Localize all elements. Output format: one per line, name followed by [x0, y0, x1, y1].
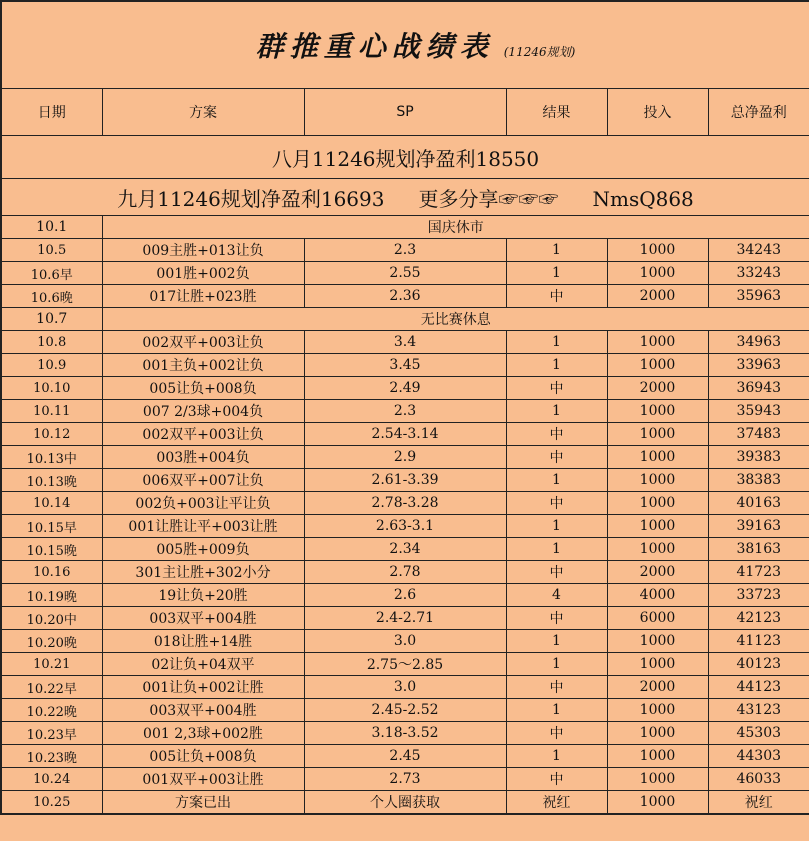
table-row: [1, 768, 809, 791]
table-row: [1, 377, 809, 400]
row-date: 10.16: [1, 561, 102, 584]
row-date: 10.8: [1, 331, 102, 354]
page-title: 群推重心战绩表: [255, 30, 494, 63]
september-summary: 九月11246规划净盈利16693: [117, 186, 385, 211]
table-row: [1, 791, 809, 815]
row-profit: 祝红: [708, 791, 809, 815]
row-stake: 1000: [607, 745, 708, 768]
row-sp: 2.78-3.28: [304, 492, 506, 515]
row-result: 中: [506, 561, 607, 584]
table-row: [1, 630, 809, 653]
row-plan: 002双平+003让负: [102, 423, 304, 446]
row-result: 1: [506, 699, 607, 722]
table-row: [1, 423, 809, 446]
row-date: 10.5: [1, 239, 102, 262]
row-stake: 1000: [607, 515, 708, 538]
row-sp: 2.54-3.14: [304, 423, 506, 446]
row-stake: 1000: [607, 791, 708, 815]
row-stake: 1000: [607, 239, 708, 262]
row-sp: 2.34: [304, 538, 506, 561]
row-stake: 2000: [607, 377, 708, 400]
header-date: 日期: [1, 89, 102, 136]
row-stake: 1000: [607, 768, 708, 791]
row-profit: 45303: [708, 722, 809, 745]
table-row: [1, 446, 809, 469]
row-profit: 33963: [708, 354, 809, 377]
row-result: 1: [506, 745, 607, 768]
row-date: 10.20晚: [1, 630, 102, 653]
row-result: 祝红: [506, 791, 607, 815]
row-note: 国庆休市: [102, 216, 809, 239]
september-summary-row: [1, 179, 809, 216]
table-row: [1, 331, 809, 354]
row-date: 10.22晚: [1, 699, 102, 722]
row-sp: 3.45: [304, 354, 506, 377]
row-sp: 2.45-2.52: [304, 699, 506, 722]
row-stake: 1000: [607, 331, 708, 354]
row-sp: 2.3: [304, 400, 506, 423]
header-result: 结果: [506, 89, 607, 136]
row-profit: 40123: [708, 653, 809, 676]
row-plan: 003胜+004负: [102, 446, 304, 469]
table-row: [1, 584, 809, 607]
row-result: 中: [506, 377, 607, 400]
row-profit: 34963: [708, 331, 809, 354]
row-sp: 2.9: [304, 446, 506, 469]
row-sp: 2.73: [304, 768, 506, 791]
row-plan: 005胜+009负: [102, 538, 304, 561]
row-plan: 002负+003让平让负: [102, 492, 304, 515]
row-result: 1: [506, 354, 607, 377]
table-row-notice: [1, 216, 809, 239]
row-plan: 301主让胜+302小分: [102, 561, 304, 584]
table-row: [1, 722, 809, 745]
row-sp: 2.75～2.85: [304, 653, 506, 676]
row-date: 10.10: [1, 377, 102, 400]
row-sp: 2.4-2.71: [304, 607, 506, 630]
row-profit: 46033: [708, 768, 809, 791]
row-stake: 2000: [607, 561, 708, 584]
row-result: 1: [506, 469, 607, 492]
row-stake: 2000: [607, 285, 708, 308]
page-subtitle: (11246规划): [503, 45, 576, 59]
row-sp: 个人圈获取: [304, 791, 506, 815]
header-sp: SP: [304, 89, 506, 136]
row-plan: 003双平+004胜: [102, 607, 304, 630]
row-date: 10.23晚: [1, 745, 102, 768]
row-result: 1: [506, 262, 607, 285]
row-sp: 2.3: [304, 239, 506, 262]
row-plan: 02让负+04双平: [102, 653, 304, 676]
row-stake: 6000: [607, 607, 708, 630]
row-stake: 1000: [607, 354, 708, 377]
row-sp: 3.4: [304, 331, 506, 354]
row-plan: 006双平+007让负: [102, 469, 304, 492]
header-profit: 总净盈利: [708, 89, 809, 136]
row-date: 10.13晚: [1, 469, 102, 492]
row-result: 1: [506, 331, 607, 354]
row-sp: 2.36: [304, 285, 506, 308]
row-date: 10.13中: [1, 446, 102, 469]
row-profit: 39383: [708, 446, 809, 469]
share-text: 更多分享☞☞☞: [418, 186, 559, 211]
row-profit: 41723: [708, 561, 809, 584]
row-plan: 方案已出: [102, 791, 304, 815]
row-plan: 005让负+008负: [102, 745, 304, 768]
table-row: [1, 262, 809, 285]
row-sp: 2.78: [304, 561, 506, 584]
row-result: 中: [506, 492, 607, 515]
row-date: 10.20中: [1, 607, 102, 630]
table-row: [1, 285, 809, 308]
row-stake: 4000: [607, 584, 708, 607]
row-sp: 2.49: [304, 377, 506, 400]
row-date: 10.22早: [1, 676, 102, 699]
row-plan: 001胜+002负: [102, 262, 304, 285]
row-result: 中: [506, 676, 607, 699]
row-date: 10.9: [1, 354, 102, 377]
row-profit: 34243: [708, 239, 809, 262]
row-stake: 1000: [607, 400, 708, 423]
row-date: 10.25: [1, 791, 102, 815]
row-stake: 1000: [607, 469, 708, 492]
row-result: 中: [506, 423, 607, 446]
row-date: 10.15晚: [1, 538, 102, 561]
row-plan: 007 2/3球+004负: [102, 400, 304, 423]
row-stake: 1000: [607, 722, 708, 745]
row-profit: 42123: [708, 607, 809, 630]
row-sp: 2.63-3.1: [304, 515, 506, 538]
row-profit: 44303: [708, 745, 809, 768]
row-stake: 1000: [607, 423, 708, 446]
header-row: [1, 89, 809, 136]
row-date: 10.7: [1, 308, 102, 331]
row-profit: 44123: [708, 676, 809, 699]
row-plan: 009主胜+013让负: [102, 239, 304, 262]
row-date: 10.19晚: [1, 584, 102, 607]
row-result: 中: [506, 285, 607, 308]
row-stake: 1000: [607, 446, 708, 469]
row-sp: 2.61-3.39: [304, 469, 506, 492]
row-stake: 1000: [607, 538, 708, 561]
row-date: 10.21: [1, 653, 102, 676]
row-sp: 3.18-3.52: [304, 722, 506, 745]
row-profit: 35943: [708, 400, 809, 423]
row-profit: 37483: [708, 423, 809, 446]
row-plan: 002双平+003让负: [102, 331, 304, 354]
header-stake: 投入: [607, 89, 708, 136]
header-plan: 方案: [102, 89, 304, 136]
table-row: [1, 239, 809, 262]
row-date: 10.14: [1, 492, 102, 515]
row-result: 中: [506, 722, 607, 745]
row-date: 10.24: [1, 768, 102, 791]
row-result: 中: [506, 607, 607, 630]
row-profit: 33723: [708, 584, 809, 607]
row-plan: 001让负+002让胜: [102, 676, 304, 699]
row-sp: 2.55: [304, 262, 506, 285]
row-result: 1: [506, 400, 607, 423]
table-row: [1, 469, 809, 492]
row-date: 10.6早: [1, 262, 102, 285]
row-profit: 38383: [708, 469, 809, 492]
row-sp: 3.0: [304, 676, 506, 699]
row-plan: 018让胜+14胜: [102, 630, 304, 653]
row-plan: 19让负+20胜: [102, 584, 304, 607]
row-stake: 1000: [607, 492, 708, 515]
row-profit: 35963: [708, 285, 809, 308]
row-stake: 1000: [607, 630, 708, 653]
table-row: [1, 354, 809, 377]
table-row: [1, 607, 809, 630]
row-date: 10.1: [1, 216, 102, 239]
row-stake: 1000: [607, 699, 708, 722]
table-row: [1, 653, 809, 676]
row-date: 10.23早: [1, 722, 102, 745]
row-result: 1: [506, 515, 607, 538]
row-plan: 005让负+008负: [102, 377, 304, 400]
august-summary: 八月11246规划净盈利18550: [1, 136, 809, 179]
table-row: [1, 515, 809, 538]
table-row: [1, 561, 809, 584]
row-stake: 1000: [607, 653, 708, 676]
row-plan: 017让胜+023胜: [102, 285, 304, 308]
row-plan: 001让胜让平+003让胜: [102, 515, 304, 538]
table-row: [1, 400, 809, 423]
row-result: 1: [506, 653, 607, 676]
row-date: 10.6晚: [1, 285, 102, 308]
row-note: 无比赛休息: [102, 308, 809, 331]
row-result: 1: [506, 630, 607, 653]
table-row: [1, 676, 809, 699]
row-sp: 2.45: [304, 745, 506, 768]
row-stake: 2000: [607, 676, 708, 699]
title-row: [1, 1, 809, 89]
row-plan: 001 2,3球+002胜: [102, 722, 304, 745]
row-result: 4: [506, 584, 607, 607]
row-plan: 001主负+002让负: [102, 354, 304, 377]
row-profit: 33243: [708, 262, 809, 285]
august-summary-row: [1, 136, 809, 179]
row-date: 10.15早: [1, 515, 102, 538]
row-sp: 3.0: [304, 630, 506, 653]
row-date: 10.11: [1, 400, 102, 423]
table-row: [1, 492, 809, 515]
row-result: 中: [506, 446, 607, 469]
row-result: 中: [506, 768, 607, 791]
row-profit: 39163: [708, 515, 809, 538]
table-row-notice: [1, 308, 809, 331]
row-date: 10.12: [1, 423, 102, 446]
row-profit: 38163: [708, 538, 809, 561]
row-plan: 003双平+004胜: [102, 699, 304, 722]
row-profit: 43123: [708, 699, 809, 722]
table-row: [1, 745, 809, 768]
row-profit: 40163: [708, 492, 809, 515]
row-result: 1: [506, 538, 607, 561]
table-row: [1, 699, 809, 722]
row-profit: 41123: [708, 630, 809, 653]
row-profit: 36943: [708, 377, 809, 400]
row-sp: 2.6: [304, 584, 506, 607]
table-row: [1, 538, 809, 561]
row-result: 1: [506, 239, 607, 262]
row-stake: 1000: [607, 262, 708, 285]
row-plan: 001双平+003让胜: [102, 768, 304, 791]
contact-id: NmsQ868: [592, 186, 694, 211]
